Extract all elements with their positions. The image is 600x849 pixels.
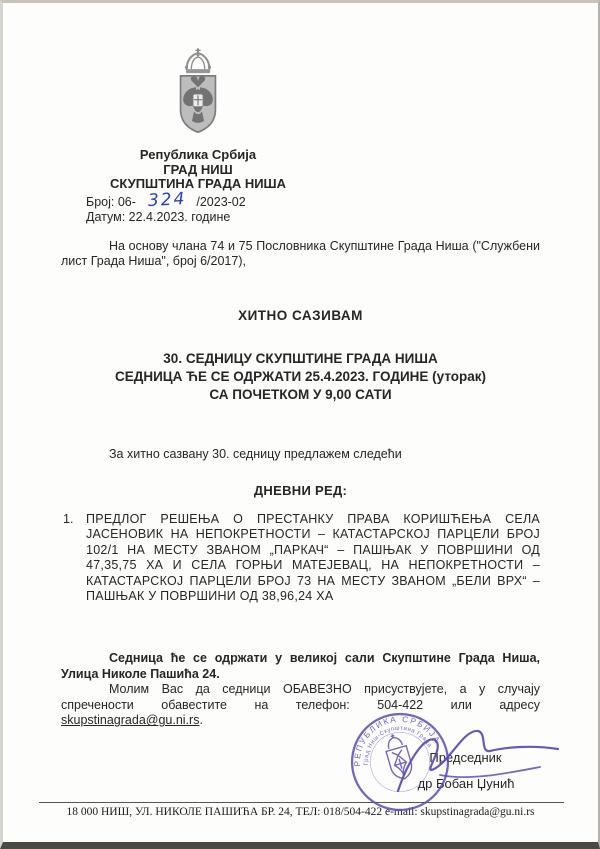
agenda-item-text: ПРЕДЛОГ РЕШЕЊА О ПРЕСТАНКУ ПРАВА КОРИШЋЕЊА СЕЛА ЈАСЕНОВИК НА НЕПОКРЕТНОСТИ – КАТАСТАРСКОЈ ПАРЦЕЛИ БРОЈ 102/1 НА МЕСТУ ЗВАНОМ „ПАРКАЧ“ – ПАШЊАК У ПОВРШИНИ ОД 47,35,75 ХА И СЕЛА ГОРЊИ МАТЕЈЕВАЦ, НА НЕПОКРЕТНОСТИ – КАТАСТАРСКОЈ ПАРЦЕЛИ БРОЈ 73 НА МЕСТУ ЗВАНОМ „БЕЛИ ВРХ“ – ПАШЊАК У ПОВРШИНИ ОД 38,96,24 ХА <box>86 512 540 604</box>
attendance-text-before: Молим Вас да седници ОБАВЕЗНО присуствујете, а у случају спречености обавестите на телефон: 504-422 или адресу <box>61 682 540 712</box>
stamp-outer-text: РЕПУБЛИКА СРБИЈА <box>352 714 443 767</box>
org-assembly: СКУПШТИНА ГРАДА НИША <box>109 176 287 191</box>
session-title-block <box>61 350 540 404</box>
agenda-list <box>61 512 540 604</box>
agenda-item-number: 1. <box>63 512 74 526</box>
attendance-paragraph <box>61 682 540 729</box>
location-paragraph: Седница ће се одржати у великој сали Скупштине Града Ниша, Улица Николе Пашића 24. <box>61 651 540 681</box>
org-country: Република Србија <box>139 147 257 162</box>
document-content <box>3 47 598 729</box>
document-number-label: Број: 06- <box>86 194 136 209</box>
session-title-line-1: 30. СЕДНИЦУ СКУПШТИНЕ ГРАДА НИША <box>163 350 438 366</box>
attendance-text-after: . <box>199 713 203 728</box>
letterhead <box>86 47 310 224</box>
session-title-line-2: СЕДНИЦА ЋЕ СЕ ОДРЖАТИ 25.4.2023. ГОДИНЕ (уторак) <box>114 368 487 384</box>
document-number-suffix: /2023-02 <box>196 194 246 209</box>
propose-line: За хитно сазвану 30. седницу предлажем следећи <box>109 446 402 461</box>
footer-rule <box>39 802 564 803</box>
signature-name: др Бобан Џунић <box>417 776 515 791</box>
coat-of-arms-icon <box>86 47 310 146</box>
footer-text: 18 000 НИШ, УЛ. НИКОЛЕ ПАШИЋА БР. 24, ТЕЛ: 018/504-422 e-mail: skupstinagrada@gu.ni.rs <box>66 806 535 818</box>
stamp-inner-text: Град Ниш-Скупштина Града <box>363 725 433 766</box>
handwritten-number: 324 <box>147 188 187 211</box>
session-title-line-3: СА ПОЧЕТКОМ У 9,00 САТИ <box>209 386 392 402</box>
agenda-item <box>61 512 540 604</box>
document-date-line: Датум: 22.4.2023. године <box>86 209 231 224</box>
signature-title: Председник <box>429 750 502 765</box>
document-number-line <box>86 188 310 211</box>
svg-text:···: ··· <box>405 786 411 793</box>
agenda-heading: ДНЕВНИ РЕД: <box>253 483 348 498</box>
summon-heading: ХИТНО САЗИВАМ <box>238 307 363 323</box>
intro-paragraph: На основу члана 74 и 75 Пословника Скупштине Града Ниша ("Службени лист Града Ниша", број 6/2017), <box>61 238 540 268</box>
org-city: ГРАД НИШ <box>163 161 233 177</box>
email-link[interactable]: skupstinagrada@gu.ni.rs <box>61 713 200 728</box>
